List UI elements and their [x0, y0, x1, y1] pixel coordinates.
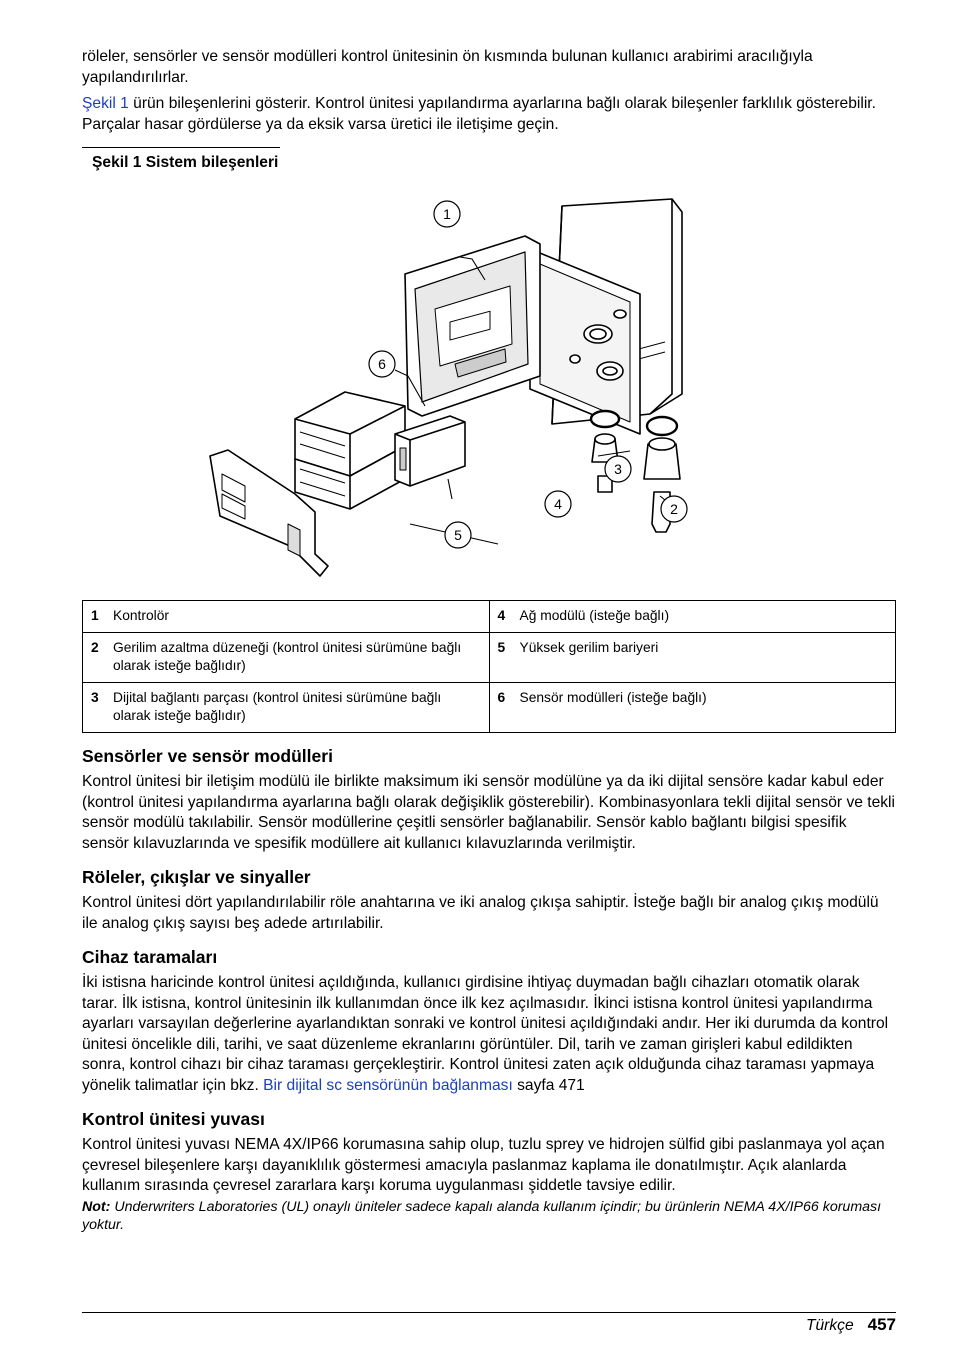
figure-1-link[interactable]: Şekil 1: [82, 95, 129, 112]
legend-cell: 5 Yüksek gerilim bariyeri: [489, 633, 896, 683]
section-body-device-scan: İki istisna haricinde kontrol ünitesi açıldığında, kullanıcı girdisine ihtiyaç duymadan bağlı cihazları otomatik olarak tarar. İlk istisna, kontrol ünitesinin ilk kullanımdan önce ilk kez açılmasıdır. İkinci istisna kontrol ünitesi yapılandırma ayarları varsayılan değerlerine ayarlandıktan sonraki ve kontrol ünitesi açıldığındaki andır. Her iki durumda da kontrol ünitesi öncelikle dili, tarihi, ve saat düzenleme ekranlarını görüntüler. Dil, tarih ve zaman girişleri kabul edildikten sonra, kontrol cihazı bir cihaz taraması gerçekleştirir. Kontrol ünitesi zaten açık olduğunda cihaz taraması yapmaya yönelik talimatlar için bkz. Bir dijital sc sensörünün bağlanması sayfa 471: [82, 974, 889, 1094]
svg-text:4: 4: [554, 495, 562, 512]
figure-caption: Şekil 1 Sistem bileşenleri: [82, 147, 280, 174]
note: [82, 1198, 896, 1234]
section-heading-enclosure: Kontrol ünitesi yuvası: [82, 1109, 265, 1129]
section-body-sensors: Kontrol ünitesi bir iletişim modülü ile birlikte maksimum iki sensör modülüne ya da iki dijital sensöre kadar kabul eder (kontrol ünitesi yapılandırma ayarlarına bağlı olarak değişiklik gösterebilir). Kombinasyonlara tekli dijital sensör ve tekli sensör modülü takılabilir. Sensör modüllerine çeşitli sensörler bağlanabilir. Sensör kablo bağlantı bilgisi spesifik sensör kılavuzlarında ve spesifik modüllere ait kullanıcı kılavuzlarında verilmiştir.: [82, 773, 895, 852]
intro-paragraph: röleler, sensörler ve sensör modülleri kontrol ünitesinin ön kısmında bulunan kullanıcı arabirimi aracılığıyla yapılandırılırlar.: [82, 48, 813, 86]
svg-text:6: 6: [378, 355, 386, 372]
sc-sensor-connection-link[interactable]: Bir dijital sc sensörünün bağlanması: [263, 1076, 513, 1094]
footer-language: Türkçe: [805, 1317, 854, 1334]
legend-cell: 6 Sensör modülleri (isteğe bağlı): [489, 683, 896, 733]
svg-text:3: 3: [614, 460, 622, 477]
legend-cell: 3 Dijital bağlantı parçası (kontrol ünitesi sürümüne bağlı olarak isteğe bağlıdır): [83, 683, 490, 733]
section-heading-device-scan: Cihaz taramaları: [82, 947, 218, 967]
page-number: 457: [867, 1315, 896, 1334]
legend-row: [83, 633, 896, 683]
figure-reference-text: ürün bileşenlerini gösterir. Kontrol ünitesi yapılandırma ayarlarına bağlı olarak bileşenler farklılık gösterebilir. Parçalar hasar gördülerse ya da eksik varsa üretici ile iletişime geçin.: [82, 95, 876, 133]
legend-cell: 1 Kontrolör: [83, 600, 490, 633]
callout-1: [434, 201, 460, 227]
figure-reference-paragraph: [82, 94, 896, 135]
callout-4: [545, 491, 571, 517]
section-heading-relays: Röleler, çıkışlar ve sinyaller: [82, 867, 311, 887]
section-heading-sensors: Sensörler ve sensör modülleri: [82, 746, 333, 766]
callout-6: [369, 351, 395, 377]
callout-3: [605, 456, 631, 482]
note-text: Underwriters Laboratories (UL) onaylı üniteler sadece kapalı alanda kullanım içindir; bu ürünlerin NEMA 4X/IP66 koruması yoktur.: [82, 1198, 882, 1233]
page-footer: [82, 1312, 896, 1337]
section-body-relays: Kontrol ünitesi dört yapılandırılabilir röle anahtarına ve iki analog çıkışa sahiptir. İsteğe bağlı bir analog çıkış modülü ile analog çıkış sayısı beş adede artırılabilir.: [82, 894, 879, 932]
system-components-figure: [82, 174, 896, 590]
callout-2: [661, 496, 687, 522]
section-body-enclosure: Kontrol ünitesi yuvası NEMA 4X/IP66 korumasına sahip olup, tuzlu sprey ve hidrojen sülfid gibi paslanmaya yol açan çevresel bileşenlere karşı dayanıklılık göstermesi amacıyla paslanmaz kaplama ile donatılmıştır. Açık alanlarda kullanım sırasında çevresel zararlara karşı koruma uygulanması şiddetle tavsiye edilir.: [82, 1136, 885, 1194]
callout-5: [445, 522, 471, 548]
legend-row: [83, 683, 896, 733]
figure-legend-table: [82, 600, 896, 734]
svg-text:2: 2: [670, 500, 678, 517]
svg-text:1: 1: [443, 205, 451, 222]
svg-text:5: 5: [454, 526, 462, 543]
note-label: Not:: [82, 1198, 111, 1215]
legend-cell: 2 Gerilim azaltma düzeneği (kontrol ünitesi sürümüne bağlı olarak isteğe bağlıdır): [83, 633, 490, 683]
page-content: [82, 47, 896, 1234]
legend-cell: 4 Ağ modülü (isteğe bağlı): [489, 600, 896, 633]
legend-row: [83, 600, 896, 633]
components-illustration: [200, 194, 780, 594]
